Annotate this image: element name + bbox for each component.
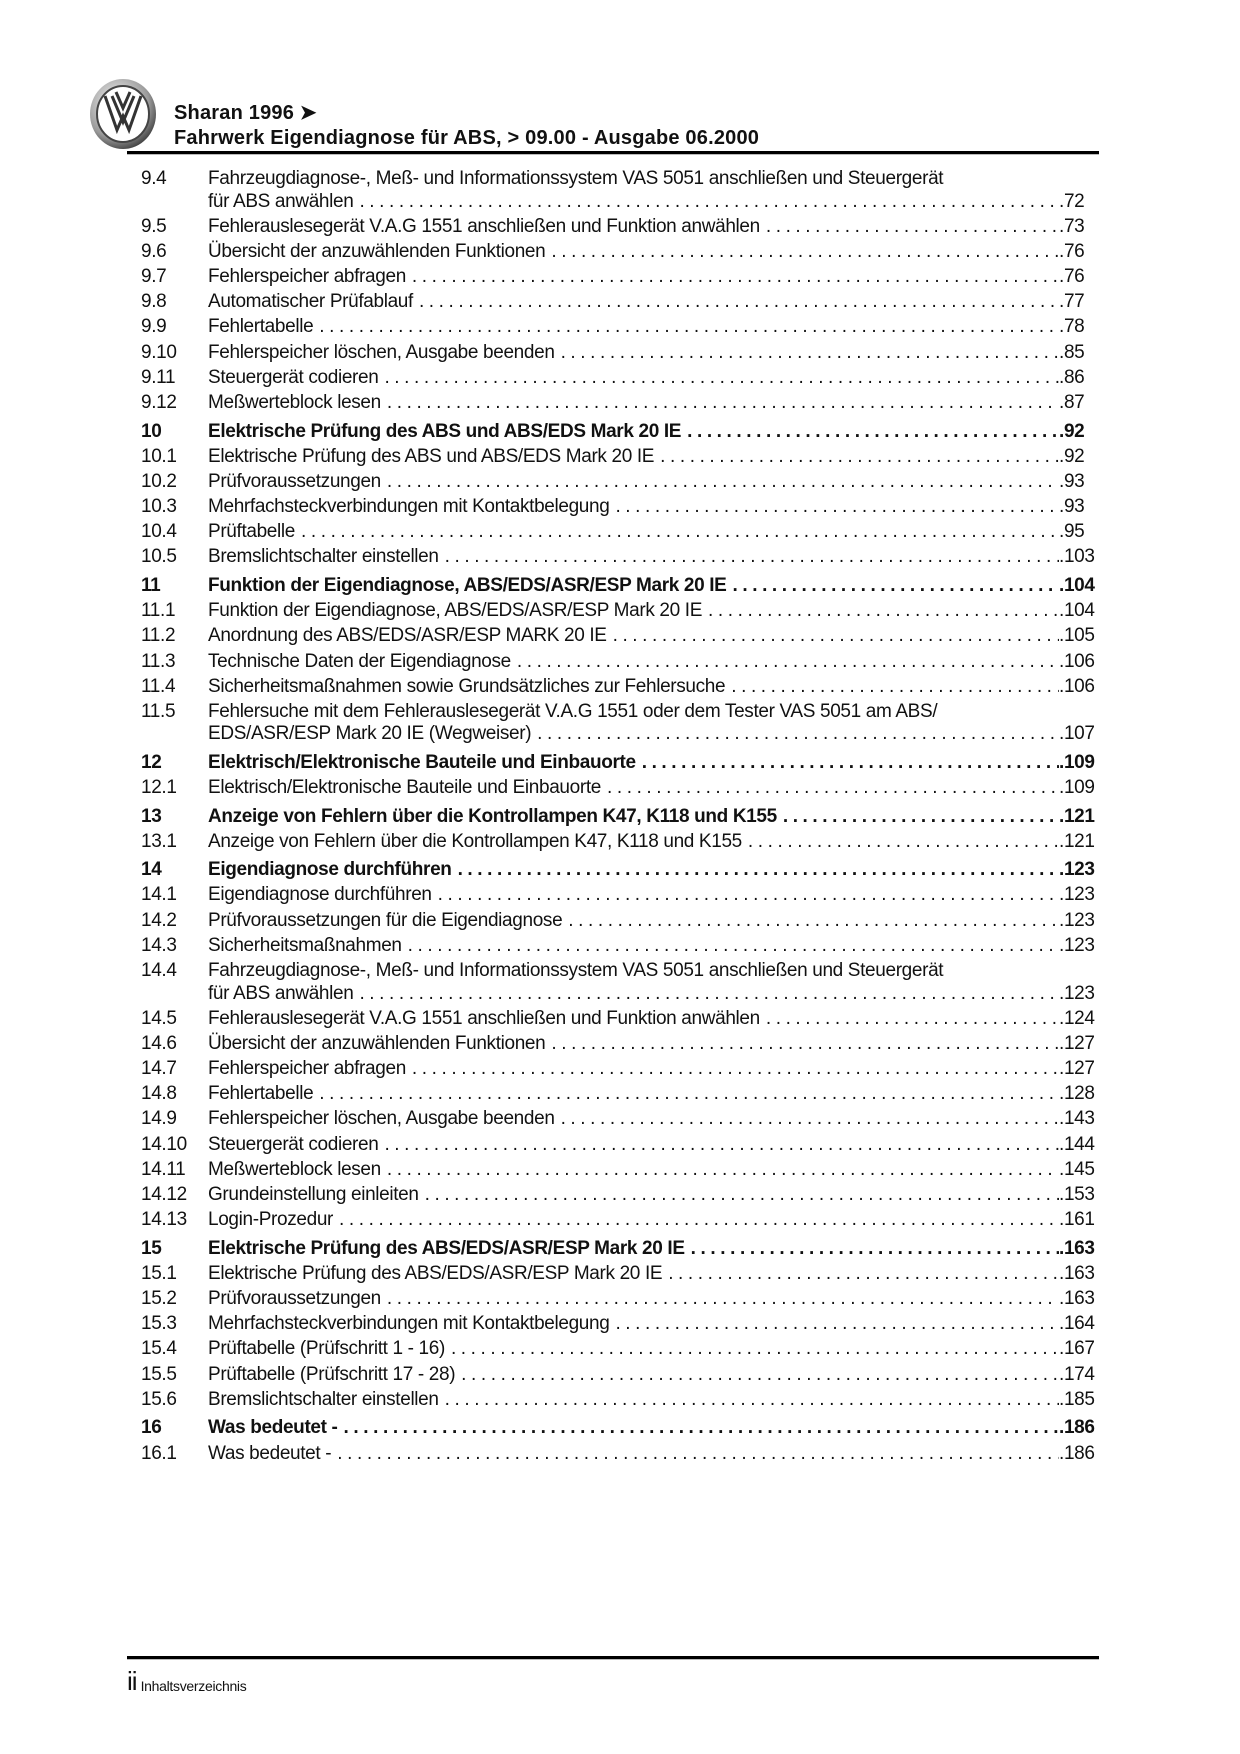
toc-entry[interactable] xyxy=(141,392,1099,415)
toc-page-number[interactable]: . 76 xyxy=(1059,266,1099,289)
footer-section-label: Inhaltsverzeichnis xyxy=(140,1678,247,1694)
toc-entry-title: Fehlerspeicher löschen, Ausgabe beenden xyxy=(208,341,555,363)
toc-entry-title: Anzeige von Fehlern über die Kontrollampen K47, K118 und K155 xyxy=(208,830,742,852)
toc-page-number[interactable]: . 127 xyxy=(1059,1033,1099,1056)
toc-entry-number: 15 xyxy=(141,1237,162,1259)
toc-entry[interactable] xyxy=(141,1209,1099,1232)
dot-leader xyxy=(742,831,1059,854)
toc-entry[interactable] xyxy=(141,1033,1099,1056)
toc-entry[interactable] xyxy=(141,1008,1099,1031)
toc-entry-number: 14.3 xyxy=(141,934,177,956)
toc-page-number[interactable]: . 76 xyxy=(1059,241,1099,264)
toc-entry-number: 14.11 xyxy=(141,1158,186,1180)
toc-page-number[interactable]: . 123 xyxy=(1059,884,1099,907)
table-of-contents xyxy=(141,168,1099,1468)
toc-page-number[interactable]: . 164 xyxy=(1059,1313,1099,1336)
toc-entry[interactable] xyxy=(141,342,1099,365)
toc-entry-title: Meßwerteblock lesen xyxy=(208,1158,381,1180)
toc-entry-title: Was bedeutet - xyxy=(208,1442,332,1464)
toc-entry-number: 15.5 xyxy=(141,1363,177,1385)
dot-leader xyxy=(555,1108,1059,1131)
dot-leader xyxy=(662,1263,1059,1286)
toc-page-number[interactable]: . 85 xyxy=(1059,342,1099,365)
toc-entry-title: Technische Daten der Eigendiagnose xyxy=(208,650,511,672)
dot-leader xyxy=(413,291,1059,314)
toc-entry[interactable] xyxy=(141,266,1099,289)
toc-entry-number: 9.12 xyxy=(141,392,177,413)
dot-leader xyxy=(381,471,1059,494)
page-footer xyxy=(127,1668,246,1694)
toc-entry-number: 12 xyxy=(141,751,162,773)
toc-entry[interactable] xyxy=(141,1184,1099,1207)
toc-entry-title: Automatischer Prüfablauf xyxy=(208,291,413,313)
toc-page-number[interactable]: . 87 xyxy=(1059,392,1099,415)
dot-leader xyxy=(295,521,1059,544)
toc-chapter-group xyxy=(141,421,1099,569)
dot-leader xyxy=(353,983,1059,1006)
toc-entry-number: 11 xyxy=(141,574,161,596)
toc-entry[interactable] xyxy=(141,1389,1099,1412)
toc-page-number[interactable]: . 106 xyxy=(1059,651,1099,674)
toc-entry-number: 9.9 xyxy=(141,316,167,338)
toc-page-number[interactable]: . 143 xyxy=(1059,1108,1099,1131)
toc-entry-number: 15.2 xyxy=(141,1288,177,1310)
toc-page-number[interactable]: . 167 xyxy=(1059,1338,1099,1361)
toc-entry-title: Fahrzeugdiagnose-, Meß- und Informationssystem VAS 5051 anschließen und Steuergerät xyxy=(208,960,944,981)
header-rule xyxy=(127,151,1099,154)
dot-leader xyxy=(406,266,1059,289)
toc-entry-title: Fehlerspeicher löschen, Ausgabe beenden xyxy=(208,1108,555,1130)
toc-entry-title: Funktion der Eigendiagnose, ABS/EDS/ASR/ESP Mark 20 IE xyxy=(208,574,727,596)
toc-page-number[interactable]: . 153 xyxy=(1059,1184,1099,1207)
dot-leader xyxy=(402,935,1059,958)
toc-entry[interactable] xyxy=(141,446,1099,469)
dot-leader xyxy=(654,446,1059,469)
toc-entry-number: 10.1 xyxy=(141,445,177,467)
dot-leader xyxy=(609,1313,1059,1336)
toc-entry-number: 11.4 xyxy=(141,675,176,697)
toc-entry-title: Funktion der Eigendiagnose, ABS/EDS/ASR/ESP Mark 20 IE xyxy=(208,600,703,622)
toc-page-number[interactable]: . 123 xyxy=(1059,859,1099,882)
dot-leader xyxy=(419,1184,1059,1207)
toc-entry-number: 14.4 xyxy=(141,960,177,981)
toc-page-number[interactable]: . 109 xyxy=(1059,777,1099,800)
dot-leader xyxy=(511,651,1059,674)
toc-page-number[interactable]: . 161 xyxy=(1059,1209,1099,1232)
toc-page-number[interactable]: . 123 xyxy=(1059,983,1099,1006)
dot-leader xyxy=(313,316,1059,339)
toc-page-number[interactable]: . 93 xyxy=(1059,496,1099,519)
toc-entry-number: 11.1 xyxy=(141,600,176,622)
toc-entry[interactable] xyxy=(141,1159,1099,1182)
toc-entry-number: 9.6 xyxy=(141,240,167,262)
toc-entry[interactable] xyxy=(141,935,1099,958)
toc-entry[interactable] xyxy=(141,241,1099,264)
toc-entry-number: 11.5 xyxy=(141,700,176,722)
toc-page-number[interactable]: . 121 xyxy=(1059,831,1099,854)
dot-leader xyxy=(338,1417,1059,1440)
toc-page-number[interactable]: . 174 xyxy=(1059,1364,1099,1387)
toc-page-number[interactable]: . 93 xyxy=(1059,471,1099,494)
toc-entry[interactable] xyxy=(141,701,1099,746)
toc-page-number[interactable]: . 121 xyxy=(1059,806,1099,829)
toc-entry-title: Mehrfachsteckverbindungen mit Kontaktbelegung xyxy=(208,496,610,518)
toc-chapter-entry[interactable] xyxy=(141,1417,1099,1440)
dot-leader xyxy=(607,625,1059,648)
toc-entry-number: 9.10 xyxy=(141,341,177,363)
dot-leader xyxy=(445,1338,1059,1361)
toc-chapter-group xyxy=(141,168,1099,415)
document-header xyxy=(174,101,759,151)
toc-entry-number: 12.1 xyxy=(141,777,177,799)
toc-page-number[interactable]: . 72 xyxy=(1059,191,1099,214)
toc-entry-title: Prüftabelle (Prüfschritt 17 - 28) xyxy=(208,1363,456,1385)
toc-entry-title: Elektrische Prüfung des ABS und ABS/EDS Mark 20 IE xyxy=(208,445,655,467)
toc-entry-number: 9.11 xyxy=(141,366,176,388)
toc-entry[interactable] xyxy=(141,1288,1099,1311)
toc-entry-title: Elektrische Prüfung des ABS/EDS/ASR/ESP Mark 20 IE xyxy=(208,1262,663,1284)
dot-leader xyxy=(636,752,1059,775)
toc-page-number[interactable]: . 163 xyxy=(1059,1288,1099,1311)
toc-entry-number: 9.5 xyxy=(141,215,167,237)
toc-entry-title: Fehlertabelle xyxy=(208,1083,314,1105)
toc-entry[interactable] xyxy=(141,1134,1099,1157)
toc-chapter-entry[interactable] xyxy=(141,575,1099,598)
toc-entry[interactable] xyxy=(141,1263,1099,1286)
toc-entry-title: Übersicht der anzuwählenden Funktionen xyxy=(208,1032,546,1054)
toc-entry[interactable] xyxy=(141,316,1099,339)
toc-entry[interactable] xyxy=(141,521,1099,544)
toc-entry-number: 11.2 xyxy=(141,625,176,647)
toc-entry-title: Elektrisch/Elektronische Bauteile und Einbauorte xyxy=(208,751,636,773)
toc-entry[interactable] xyxy=(141,496,1099,519)
toc-entry[interactable] xyxy=(141,1364,1099,1387)
toc-entry[interactable] xyxy=(141,291,1099,314)
toc-entry-title: Elektrische Prüfung des ABS/EDS/ASR/ESP Mark 20 IE xyxy=(208,1237,685,1259)
toc-entry-number: 10.3 xyxy=(141,496,177,518)
vw-logo xyxy=(88,78,158,150)
toc-page-number[interactable]: . 109 xyxy=(1059,752,1099,775)
toc-entry-number: 15.4 xyxy=(141,1338,177,1360)
toc-entry-title: Prüfvoraussetzungen für die Eigendiagnose xyxy=(208,909,563,931)
toc-chapter-group xyxy=(141,806,1099,854)
toc-entry-title: Login-Prozedur xyxy=(208,1209,334,1231)
toc-entry[interactable] xyxy=(141,651,1099,674)
toc-page-number[interactable]: . 104 xyxy=(1059,600,1099,623)
toc-entry[interactable] xyxy=(141,831,1099,854)
dot-leader xyxy=(331,1443,1059,1466)
toc-entry-title: Prüftabelle xyxy=(208,521,295,543)
dot-leader xyxy=(406,1058,1059,1081)
dot-leader xyxy=(681,421,1059,444)
toc-page-number[interactable]: . 103 xyxy=(1059,546,1099,569)
toc-entry-title: Meßwerteblock lesen xyxy=(208,392,381,413)
toc-page-number[interactable]: . 73 xyxy=(1059,216,1099,239)
dot-leader xyxy=(432,884,1059,907)
dot-leader xyxy=(555,342,1059,365)
toc-chapter-entry[interactable] xyxy=(141,806,1099,829)
toc-entry-title: Prüftabelle (Prüfschritt 1 - 16) xyxy=(208,1338,445,1360)
dot-leader xyxy=(381,1288,1059,1311)
toc-entry-title: Steuergerät codieren xyxy=(208,366,379,388)
toc-page-number[interactable]: . 128 xyxy=(1059,1083,1099,1106)
dot-leader xyxy=(727,575,1060,598)
toc-entry-number: 9.4 xyxy=(141,168,167,189)
toc-entry-number: 15.6 xyxy=(141,1388,177,1410)
footer-rule xyxy=(127,1656,1099,1659)
header-model: Sharan 1996 ➤ xyxy=(174,102,317,124)
toc-entry[interactable] xyxy=(141,960,1099,1005)
toc-entry-number: 14.6 xyxy=(141,1032,177,1054)
toc-entry[interactable] xyxy=(141,777,1099,800)
toc-entry[interactable] xyxy=(141,168,1099,213)
toc-entry-number: 10.4 xyxy=(141,521,177,543)
dot-leader xyxy=(378,1134,1059,1157)
toc-entry-title: Anordnung des ABS/EDS/ASR/ESP MARK 20 IE xyxy=(208,625,607,647)
toc-chapter-entry[interactable] xyxy=(141,859,1099,882)
toc-entry[interactable] xyxy=(141,600,1099,623)
toc-entry-title: Übersicht der anzuwählenden Funktionen xyxy=(208,240,546,262)
toc-page-number[interactable]: . 124 xyxy=(1059,1008,1099,1031)
toc-entry[interactable] xyxy=(141,1083,1099,1106)
dot-leader xyxy=(777,806,1059,829)
toc-entry-number: 10.5 xyxy=(141,546,177,568)
toc-page-number[interactable]: . 123 xyxy=(1059,935,1099,958)
dot-leader xyxy=(353,191,1059,214)
dot-leader xyxy=(452,859,1059,882)
toc-entry-title: Sicherheitsmaßnahmen sowie Grundsätzliches zur Fehlersuche xyxy=(208,675,726,697)
toc-entry-title: für ABS anwählen xyxy=(208,190,354,212)
toc-entry-number: 14.5 xyxy=(141,1007,177,1029)
toc-entry[interactable] xyxy=(141,367,1099,390)
toc-entry-number: 14.12 xyxy=(141,1184,187,1205)
dot-leader xyxy=(531,723,1059,746)
toc-chapter-entry[interactable] xyxy=(141,752,1099,775)
toc-entry-title: Grundeinstellung einleiten xyxy=(208,1184,419,1205)
toc-chapter-group xyxy=(141,575,1099,746)
toc-entry-title: Fehlerspeicher abfragen xyxy=(208,1058,406,1080)
toc-entry-number: 10 xyxy=(141,420,162,442)
toc-entry[interactable] xyxy=(141,1443,1099,1466)
toc-entry-number: 9.7 xyxy=(141,266,167,288)
dot-leader xyxy=(545,1033,1059,1056)
toc-entry-title: Eigendiagnose durchführen xyxy=(208,884,432,906)
toc-chapter-group xyxy=(141,752,1099,800)
dot-leader xyxy=(439,1389,1059,1412)
toc-page-number[interactable]: . 95 xyxy=(1059,521,1099,544)
toc-entry-title: Fahrzeugdiagnose-, Meß- und Informationssystem VAS 5051 anschließen und Steuergerät xyxy=(208,168,944,189)
toc-page-number[interactable]: . 92 xyxy=(1059,421,1099,444)
toc-entry-title: Mehrfachsteckverbindungen mit Kontaktbelegung xyxy=(208,1313,610,1335)
toc-entry-title: Anzeige von Fehlern über die Kontrollampen K47, K118 und K155 xyxy=(208,805,777,827)
dot-leader xyxy=(562,910,1059,933)
toc-page-number[interactable]: . 163 xyxy=(1059,1263,1099,1286)
dot-leader xyxy=(725,676,1059,699)
dot-leader xyxy=(439,546,1059,569)
toc-page-number[interactable]: . 86 xyxy=(1059,367,1099,390)
toc-page-number[interactable]: . 144 xyxy=(1059,1134,1099,1157)
toc-chapter-entry[interactable] xyxy=(141,1238,1099,1261)
toc-entry-number: 15.3 xyxy=(141,1313,177,1335)
toc-entry-number: 14.7 xyxy=(141,1058,177,1080)
toc-entry-number: 14.8 xyxy=(141,1083,177,1105)
toc-entry-number: 14.9 xyxy=(141,1108,177,1130)
toc-page-number[interactable]: . 106 xyxy=(1059,676,1099,699)
toc-entry[interactable] xyxy=(141,1338,1099,1361)
toc-entry-title: für ABS anwählen xyxy=(208,982,354,1004)
toc-chapter-group xyxy=(141,1238,1099,1412)
toc-page-number[interactable]: . 78 xyxy=(1059,316,1099,339)
toc-entry[interactable] xyxy=(141,1058,1099,1081)
dot-leader xyxy=(381,392,1059,415)
toc-entry-title: Bremslichtschalter einstellen xyxy=(208,546,439,568)
toc-entry-title: Fehlersuche mit dem Fehlerauslesegerät V.A.G 1551 oder dem Tester VAS 5051 am ABS/ xyxy=(208,700,938,722)
toc-entry-title: Steuergerät codieren xyxy=(208,1133,379,1155)
toc-entry[interactable] xyxy=(141,884,1099,907)
toc-entry-number: 14.2 xyxy=(141,909,177,931)
dot-leader xyxy=(685,1238,1059,1261)
toc-chapter-group xyxy=(141,1417,1099,1465)
toc-page-number[interactable]: . 123 xyxy=(1059,910,1099,933)
toc-entry-number: 14.10 xyxy=(141,1133,187,1155)
toc-entry-title: Eigendiagnose durchführen xyxy=(208,859,452,881)
footer-page-number: ii xyxy=(127,1666,137,1696)
toc-page-number[interactable]: . 185 xyxy=(1059,1389,1099,1412)
toc-entry[interactable] xyxy=(141,1313,1099,1336)
toc-entry[interactable] xyxy=(141,910,1099,933)
toc-page-number[interactable]: . 186 xyxy=(1059,1417,1099,1440)
toc-entry-number: 16 xyxy=(141,1417,162,1439)
toc-page-number[interactable]: . 186 xyxy=(1059,1443,1099,1466)
toc-entry[interactable] xyxy=(141,546,1099,569)
dot-leader xyxy=(455,1364,1059,1387)
toc-entry[interactable] xyxy=(141,676,1099,699)
toc-entry[interactable] xyxy=(141,471,1099,494)
toc-entry-number: 13 xyxy=(141,805,162,827)
dot-leader xyxy=(313,1083,1059,1106)
toc-entry-title: Prüfvoraussetzungen xyxy=(208,470,381,492)
toc-entry-number: 11.3 xyxy=(141,650,176,672)
dot-leader xyxy=(381,1159,1059,1182)
dot-leader xyxy=(333,1209,1059,1232)
toc-entry[interactable] xyxy=(141,625,1099,648)
toc-entry-number: 13.1 xyxy=(141,830,177,852)
toc-entry-number: 9.8 xyxy=(141,291,167,313)
toc-entry[interactable] xyxy=(141,216,1099,239)
toc-page-number[interactable]: . 105 xyxy=(1059,625,1099,648)
toc-entry-number: 14 xyxy=(141,859,162,881)
toc-entry-number: 15.1 xyxy=(141,1262,177,1284)
toc-entry-number: 14.13 xyxy=(141,1209,187,1231)
header-subtitle: Fahrwerk Eigendiagnose für ABS, > 09.00 - Ausgabe 06.2000 xyxy=(174,127,760,149)
toc-entry-title: Elektrische Prüfung des ABS und ABS/EDS Mark 20 IE xyxy=(208,420,682,442)
dot-leader xyxy=(702,600,1059,623)
toc-entry-number: 10.2 xyxy=(141,470,177,492)
toc-entry-title: Fehlerauslesegerät V.A.G 1551 anschließen und Funktion anwählen xyxy=(208,215,760,237)
toc-entry-title: Fehlerauslesegerät V.A.G 1551 anschließen und Funktion anwählen xyxy=(208,1007,760,1029)
toc-page-number[interactable]: . 145 xyxy=(1059,1159,1099,1182)
toc-chapter-group xyxy=(141,859,1099,1231)
dot-leader xyxy=(601,777,1059,800)
dot-leader xyxy=(760,216,1059,239)
toc-entry-title: Elektrisch/Elektronische Bauteile und Einbauorte xyxy=(208,777,601,799)
toc-page-number[interactable]: . 104 xyxy=(1059,575,1099,598)
toc-page-number[interactable]: . 163 xyxy=(1059,1238,1099,1261)
toc-entry[interactable] xyxy=(141,1108,1099,1131)
toc-page-number[interactable]: . 77 xyxy=(1059,291,1099,314)
toc-entry-title: Bremslichtschalter einstellen xyxy=(208,1388,439,1410)
toc-entry-title: Prüfvoraussetzungen xyxy=(208,1288,381,1310)
toc-entry-number: 16.1 xyxy=(141,1442,177,1464)
dot-leader xyxy=(378,367,1059,390)
toc-page-number[interactable]: . 107 xyxy=(1059,723,1099,746)
dot-leader xyxy=(760,1008,1059,1031)
toc-entry-title: Sicherheitsmaßnahmen xyxy=(208,934,402,956)
toc-page-number[interactable]: . 92 xyxy=(1059,446,1099,469)
toc-entry-title: Fehlertabelle xyxy=(208,316,314,338)
toc-entry-title: Was bedeutet - xyxy=(208,1417,338,1439)
toc-entry-title: EDS/ASR/ESP Mark 20 IE (Wegweiser) xyxy=(208,723,532,745)
dot-leader xyxy=(609,496,1059,519)
toc-entry-title: Fehlerspeicher abfragen xyxy=(208,266,406,288)
dot-leader xyxy=(545,241,1059,264)
toc-chapter-entry[interactable] xyxy=(141,421,1099,444)
toc-entry-number: 14.1 xyxy=(141,884,177,906)
toc-page-number[interactable]: . 127 xyxy=(1059,1058,1099,1081)
